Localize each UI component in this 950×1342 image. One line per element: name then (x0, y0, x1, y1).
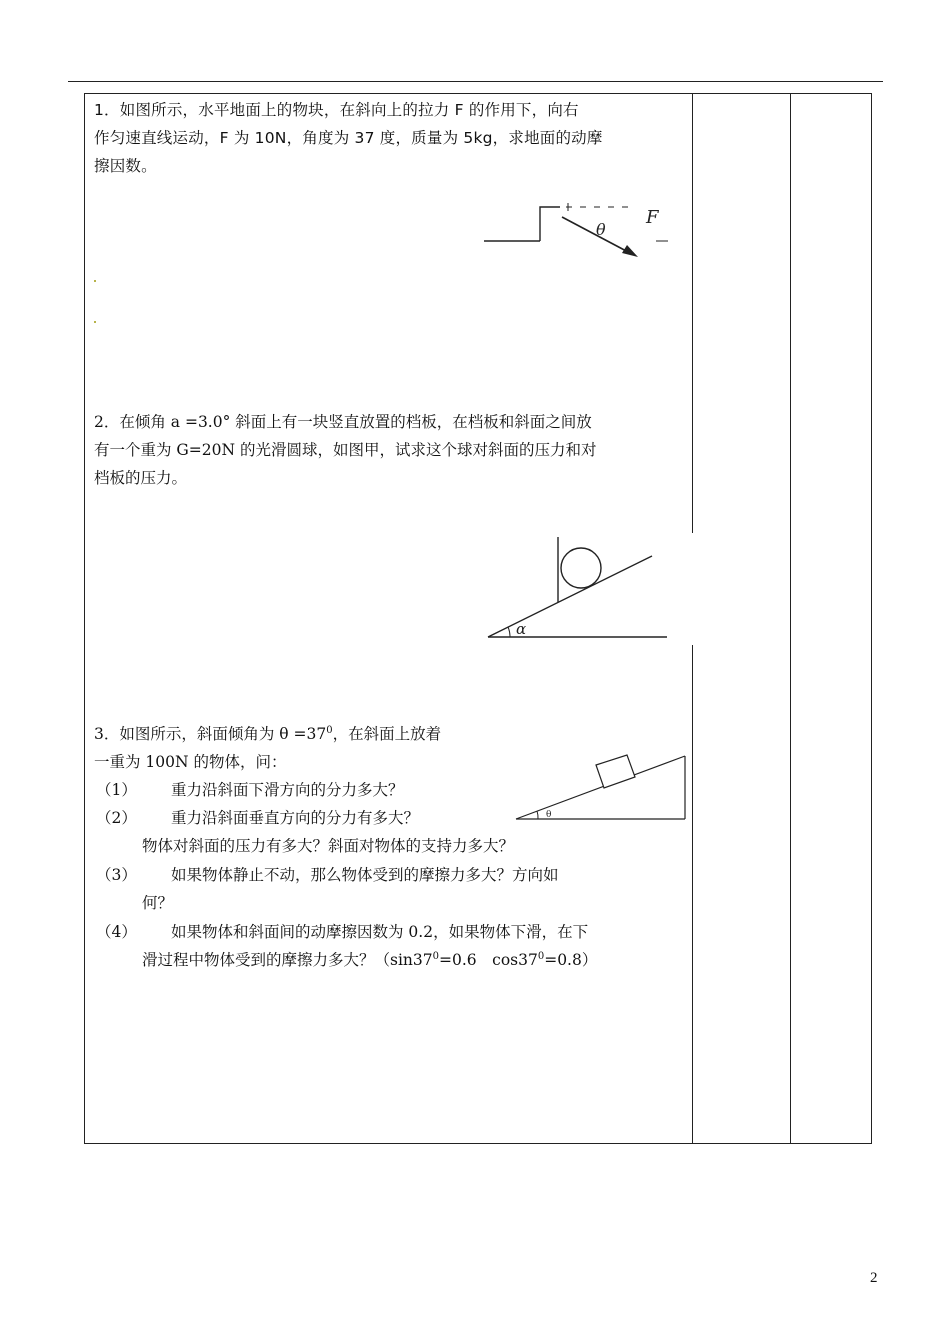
column-divider-2 (790, 93, 791, 1144)
problem3-item-text: 重力沿斜面下滑方向的分力多大？ (171, 781, 404, 799)
problem1-line3: 擦因数。 (94, 157, 157, 175)
problem3-line1 (94, 720, 684, 748)
problem1-theta-label: θ (596, 220, 606, 239)
top-rule (68, 81, 883, 82)
problem3-item-text: 如果物体和斜面间的动摩擦因数为 0.2，如果物体下滑，在下 (171, 923, 589, 941)
scan-mark (94, 280, 96, 282)
problem2-line1: 2．在倾角 a =3.0° 斜面上有一块竖直放置的档板，在档板和斜面之间放 (94, 413, 592, 431)
problem2-alpha-label: α (516, 620, 527, 638)
problem1-figure (480, 195, 680, 265)
problem2-line3: 档板的压力。 (94, 469, 188, 487)
problem3-last-line (142, 946, 597, 974)
column-divider-1-lower (692, 645, 693, 1144)
problem3-item-text: 物体对斜面的压力有多大？斜面对物体的支持力多大？ (142, 837, 515, 855)
problem3-degree-sup: 0 (326, 724, 333, 736)
problem3-line2: 一重为 100N 的物体，问： (94, 753, 287, 771)
problem3-last-post: =0.8） (544, 951, 598, 969)
problem3-cos-sup: 0 (537, 950, 545, 962)
problem1-line2: 作匀速直线运动，F 为 10N，角度为 37 度，质量为 5kg，求地面的动摩 (94, 129, 603, 147)
problem3-theta-label: θ (546, 810, 552, 820)
problem3-last-pre: 滑过程中物体受到的摩擦力多大？（sin37 (142, 951, 433, 969)
problem3-item-text: 如果物体静止不动，那么物体受到的摩擦力多大？方向如 (171, 866, 559, 884)
problem2-figure (486, 534, 671, 642)
problem3-sin-sup: 0 (432, 950, 439, 962)
problem3-item-text: 重力沿斜面垂直方向的分力有多大？ (171, 809, 420, 827)
worksheet-table (84, 93, 872, 1144)
column-divider-1 (692, 93, 693, 533)
problem1-force-label: F (646, 207, 659, 228)
problem3-item-text: 何？ (142, 894, 174, 912)
problem3-item-label: （4） (96, 923, 137, 941)
problem2-line2: 有一个重为 G=20N 的光滑圆球，如图甲，试求这个球对斜面的压力和对 (94, 441, 597, 459)
page-number: 2 (870, 1270, 878, 1286)
problem3-line1-pre: 3．如图所示，斜面倾角为 θ =37 (94, 725, 327, 743)
problem3-line1-post: ，在斜面上放着 (332, 725, 442, 743)
problem3-item-label: （3） (96, 866, 137, 884)
problem3-figure (514, 752, 689, 822)
problem3-item-label: （1） (96, 781, 137, 799)
problem3-item-label: （2） (96, 809, 137, 827)
scan-mark (94, 321, 96, 323)
problem3-last-mid: =0.6 cos37 (439, 951, 538, 969)
problem1-line1: 1．如图所示，水平地面上的物块，在斜向上的拉力 F 的作用下，向右 (94, 101, 579, 119)
